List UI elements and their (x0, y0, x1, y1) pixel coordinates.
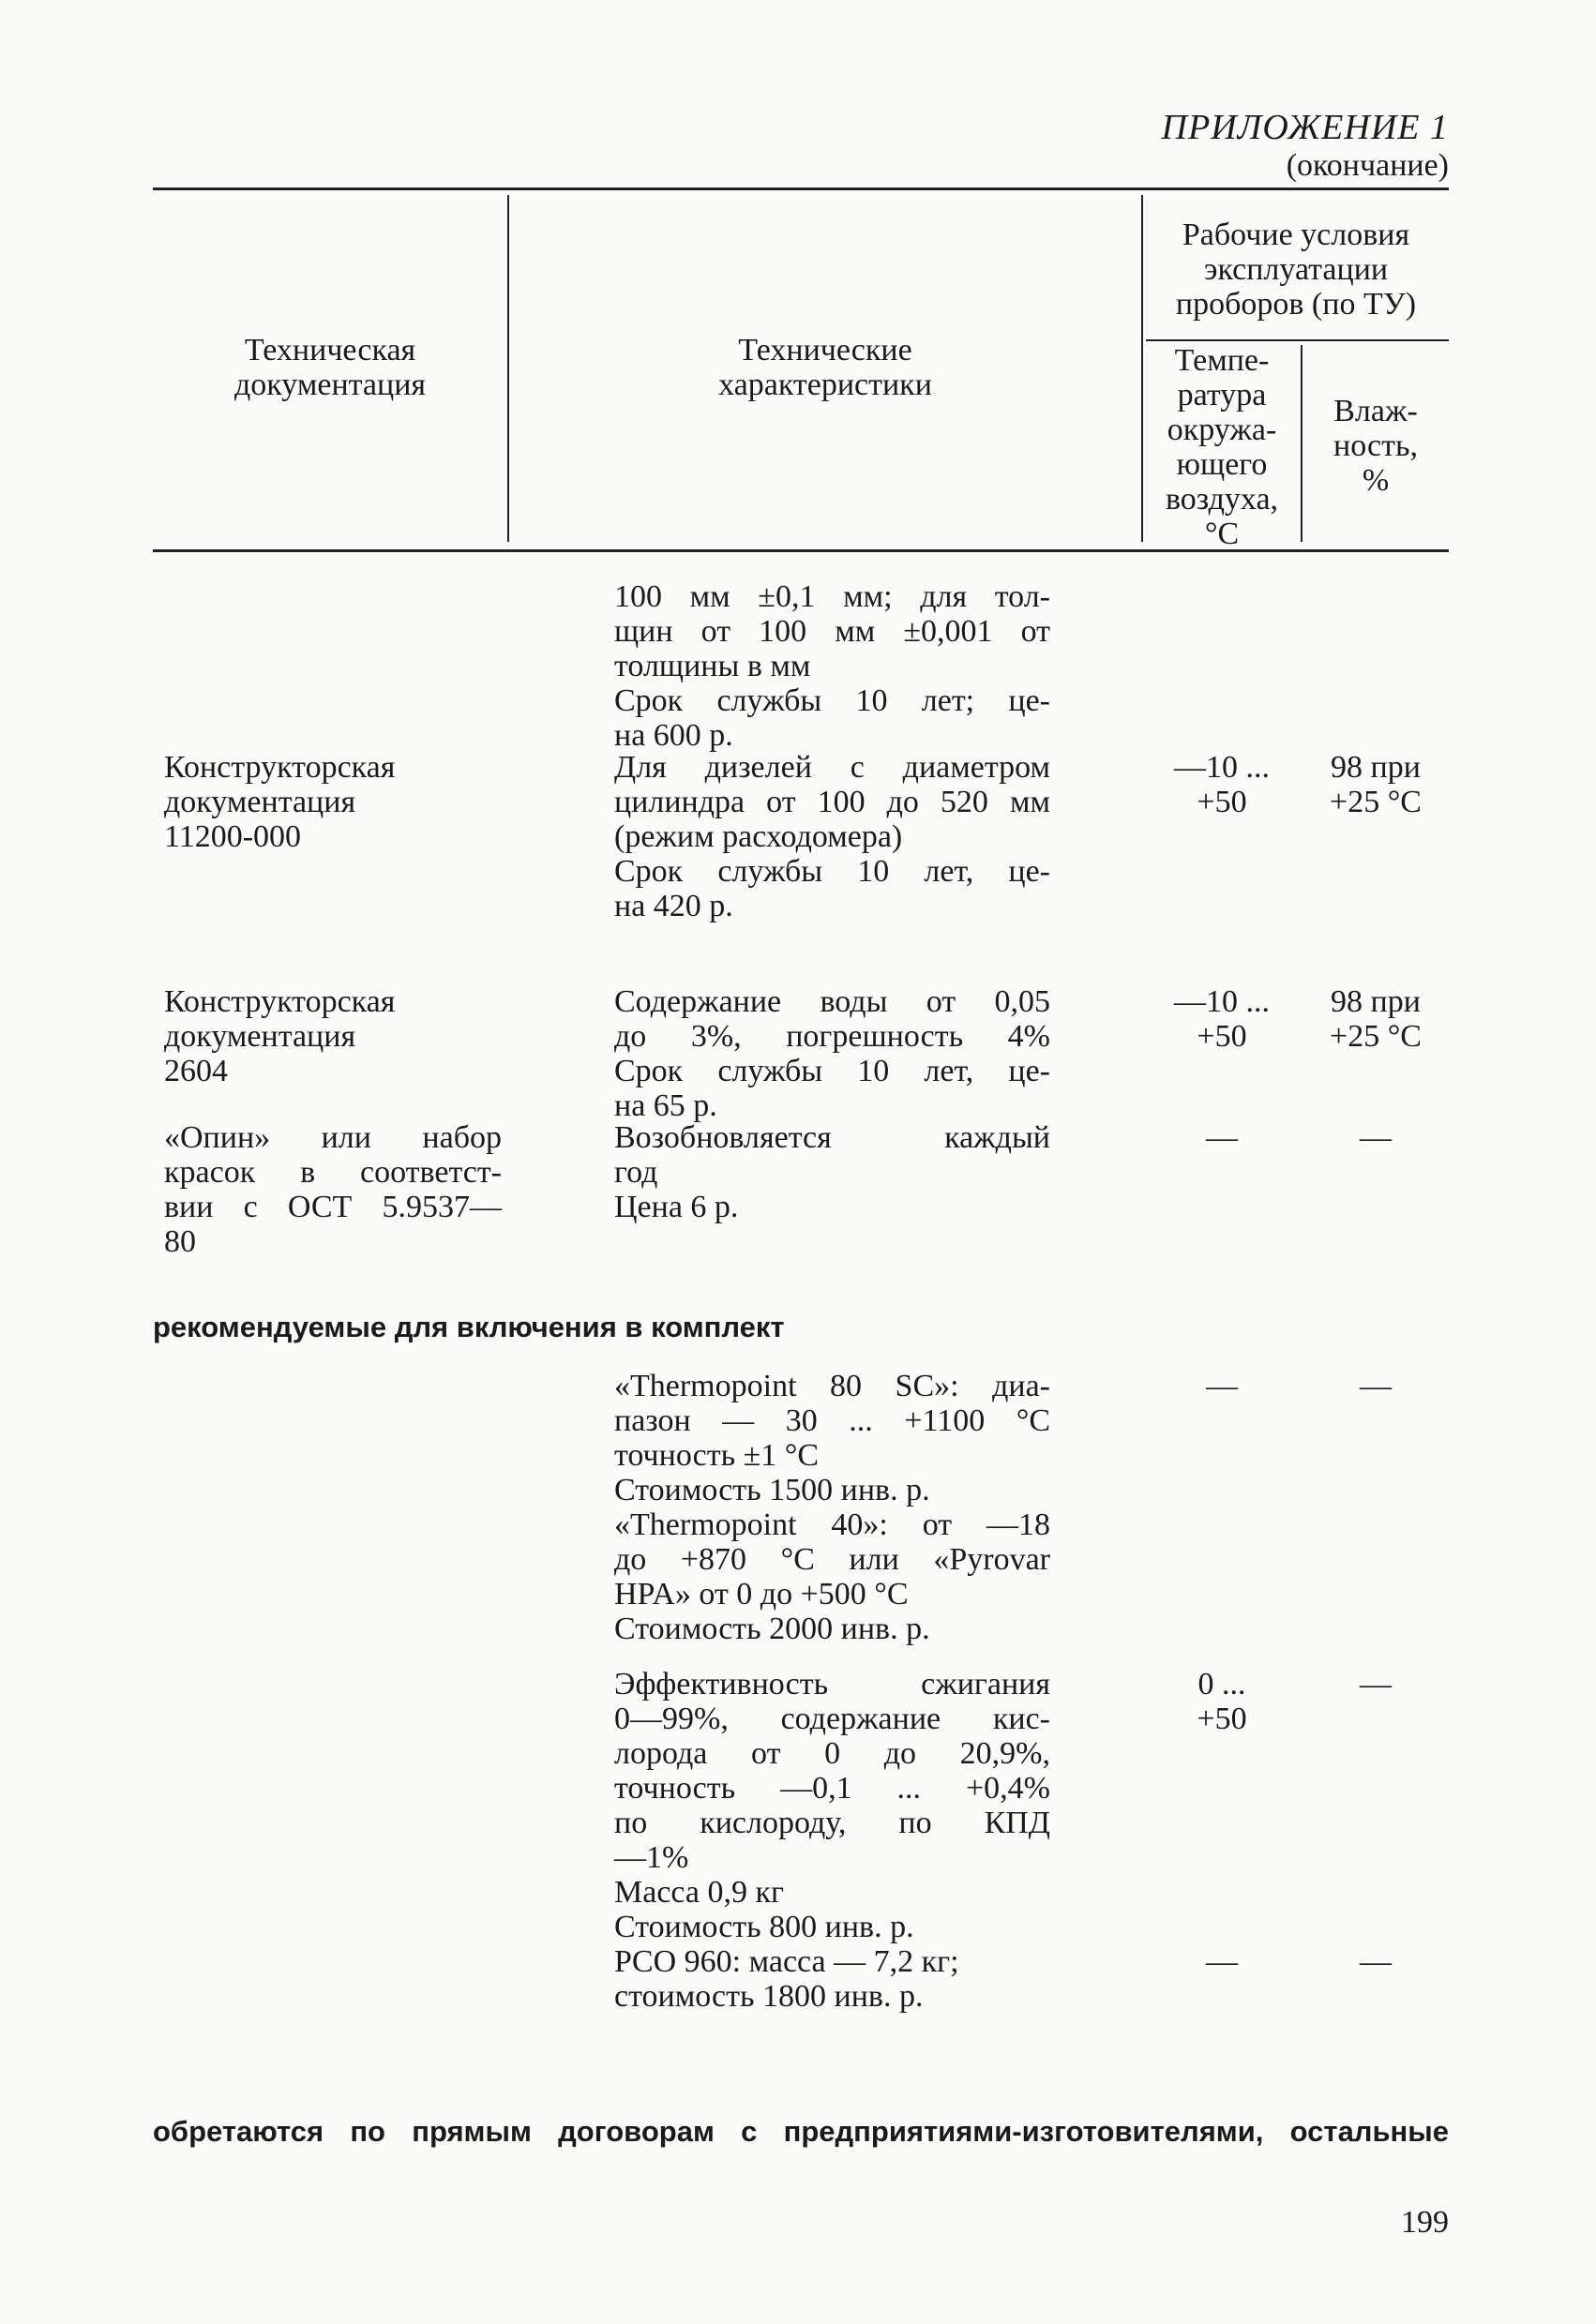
header-doc: Техническая документация (233, 333, 427, 402)
rec-row-0-specs: «Thermopoint 80 SC»: диа- пазон — 30 ... +1100 °C точность ±1 °C Стоимость 1500 инв. р. «Thermopoint 40»: от —18 до +870 °C или «Pyrovar HPA» от 0 до +500 °C Стоимость 2000 инв. р. (614, 1369, 1050, 1646)
row-3-specs: Возобновляется каждый год Цена 6 р. (614, 1120, 1050, 1224)
table-top-rule (153, 187, 1449, 190)
row-3-doc: «Опин» или набор красок в соответст- вии с ОСТ 5.9537— 80 (164, 1120, 502, 1259)
row-2-doc: Конструкторская документация 2604 (164, 984, 396, 1088)
header-specs: Технические характеристики (718, 333, 932, 402)
rec-row-2-specs: PCO 960: масса — 7,2 кг; стоимость 1800 инв. р. (614, 1944, 959, 2014)
row-2-temp: —10 ... +50 (1174, 984, 1270, 1054)
header-temperature: Темпе- ратура окружа- ющего воздуха, °C (1165, 343, 1279, 551)
appendix-title: ПРИЛОЖЕНИЕ 1 (1161, 108, 1449, 147)
rec-row-1-temp: 0 ... +50 (1197, 1667, 1247, 1736)
footer-text: обретаются по прямым договорам с предприятиями-изготовителями, остальные (153, 2115, 1449, 2148)
row-2-humidity: 98 при +25 °C (1330, 984, 1422, 1054)
section-heading: рекомендуемые для включения в комплект (153, 1311, 785, 1343)
row-1-humidity: 98 при +25 °C (1330, 750, 1422, 819)
page-number: 199 (1401, 2205, 1449, 2240)
rec-row-1-specs: Эффективность сжигания 0—99%, содержание кис- лорода от 0 до 20,9%, точность —0,1 ... +0,4% по кислороду, по КПД —1% Масса 0,9 кг Стоимость 800 инв. р. (614, 1667, 1050, 1944)
rec-row-0-temp: — (1206, 1369, 1238, 1403)
header-humidity: Влаж- ность, % (1333, 394, 1418, 498)
row-3-temp: — (1206, 1120, 1238, 1155)
header-conditions: Рабочие условия эксплуатации пробоpов (по ТУ) (1175, 217, 1417, 322)
row-1-temp: —10 ... +50 (1174, 750, 1270, 819)
conditions-subrule (1146, 339, 1449, 341)
rec-row-1-humidity: — (1360, 1667, 1392, 1702)
row-1-doc: Конструкторская документация 11200-000 (164, 750, 396, 854)
rec-row-2-temp: — (1206, 1944, 1238, 1979)
row-1-specs: Для дизелей с диаметром цилиндра от 100 до 520 мм (режим расходомера) Срок службы 10 лет, це- на 420 р. (614, 750, 1050, 923)
appendix-subtitle: (окончание) (1286, 148, 1449, 183)
row-3-humidity: — (1360, 1120, 1392, 1155)
rec-row-2-humidity: — (1360, 1944, 1392, 1979)
row-0-specs: 100 мм ±0,1 мм; для тол- щин от 100 мм ±0,001 от толщины в мм Срок службы 10 лет; це- на 600 р. (614, 579, 1050, 753)
rec-row-0-humidity: — (1360, 1369, 1392, 1403)
row-2-specs: Содержание воды от 0,05 до 3%, погрешность 4% Срок службы 10 лет, це- на 65 р. (614, 984, 1050, 1123)
